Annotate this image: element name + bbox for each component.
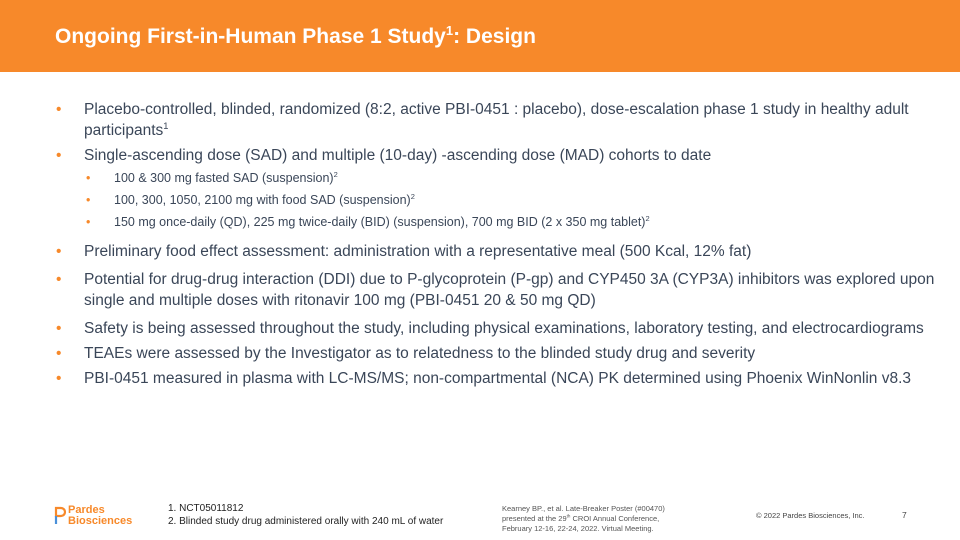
slide-title	[55, 25, 536, 49]
footnote-ref: 2	[410, 191, 415, 201]
bullet-text: PBI-0451 measured in plasma with LC-MS/MS; non-compartmental (NCA) PK determined using Phoenix WinNonlin v8.3	[84, 370, 912, 387]
bullet-text: Single-ascending dose (SAD) and multiple (10-day) -ascending dose (MAD) cohorts to date	[84, 147, 712, 164]
sub-bullet-food-sad	[56, 192, 936, 208]
footnote-ref: 2	[645, 213, 650, 223]
copyright: © 2022 Pardes Biosciences, Inc.	[756, 511, 865, 520]
bullet-text: Placebo-controlled, blinded, randomized (8:2, active PBI-0451 : placebo), dose-escalation phase 1 study in healthy adult participants	[84, 101, 909, 139]
sub-bullet-text: 150 mg once-daily (QD), 225 mg twice-daily (BID) (suspension), 700 mg BID (2 x 350 mg tablet)	[114, 215, 646, 229]
sub-bullet-text: 100, 300, 1050, 2100 mg with food SAD (suspension)	[114, 193, 411, 207]
citation-line-3: February 12-16, 22-24, 2022. Virtual Meeting.	[502, 524, 654, 533]
pardes-logo	[54, 505, 144, 527]
footnotes	[168, 502, 443, 528]
slide-content	[56, 99, 936, 396]
citation	[502, 504, 712, 534]
slide-title-main: Ongoing First-in-Human Phase 1 Study	[55, 25, 446, 48]
footnote-2: 2. Blinded study drug administered orally with 240 mL of water	[168, 516, 444, 527]
footnote-ref: 2	[333, 169, 338, 179]
citation-line-2-post: CROI Annual Conference,	[570, 514, 660, 523]
bullet-ddi	[56, 269, 936, 311]
citation-line-2	[502, 514, 712, 524]
citation-line-2-pre: presented at the 29	[502, 514, 567, 523]
page-number: 7	[902, 510, 907, 520]
bullet-safety	[56, 318, 936, 339]
bullet-text: Potential for drug-drug interaction (DDI) due to P-glycoprotein (P-gp) and CYP450 3A (CYP3A) inhibitors was explored upon single and multiple doses with ritonavir 100 mg (PBI-0451 20 & 50 mg QD)	[84, 271, 935, 309]
title-bar	[0, 0, 960, 72]
bullet-text: Preliminary food effect assessment: administration with a representative meal (500 Kcal, 12% fat)	[84, 243, 752, 260]
pardes-logo-mark-icon	[54, 506, 66, 526]
footnote-ref: 1	[163, 120, 169, 131]
bullet-cohorts	[56, 145, 936, 166]
citation-line-1: Kearney BP., et al. Late-Breaker Poster (#00470)	[502, 504, 665, 513]
logo-line-2: Biosciences	[68, 515, 133, 527]
sub-bullet-text: 100 & 300 mg fasted SAD (suspension)	[114, 171, 334, 185]
logo-line-1: Pardes	[68, 504, 105, 516]
bullet-text: TEAEs were assessed by the Investigator as to relatedness to the blinded study drug and severity	[84, 345, 756, 362]
sub-bullet-fasted-sad	[56, 170, 936, 186]
bullet-food-effect	[56, 241, 936, 262]
citation-ordinal: th	[566, 513, 571, 519]
bullet-teaes	[56, 343, 936, 364]
bullet-text: Safety is being assessed throughout the study, including physical examinations, laboratory testing, and electrocardiograms	[84, 320, 924, 337]
sub-bullet-mad	[56, 214, 936, 230]
slide-title-footnote-ref: 1	[445, 23, 454, 38]
slide-title-end: : Design	[453, 25, 536, 48]
bullet-pk-analysis	[56, 368, 936, 389]
bullet-study-design	[56, 99, 936, 141]
footnote-1: 1. NCT05011812	[168, 503, 244, 514]
logo-wordmark	[68, 505, 132, 527]
